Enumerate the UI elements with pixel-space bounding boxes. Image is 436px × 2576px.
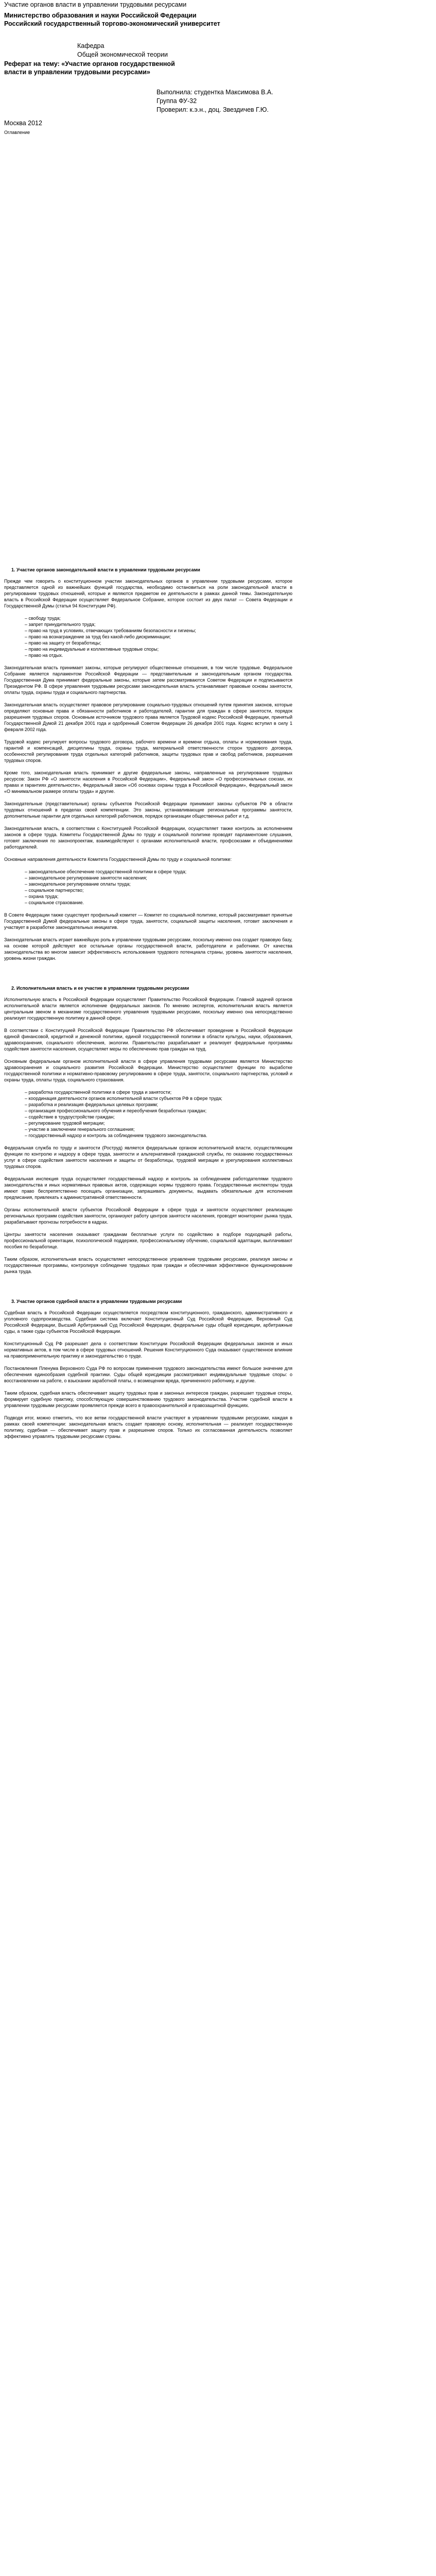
group-line: Группа ФУ-32	[156, 97, 197, 105]
list-item: – право на защиту от безработицы;	[25, 640, 292, 646]
paragraph: Таким образом, судебная власть обеспечивает защиту трудовых прав и законных интересов граждан, разрешает трудовые споры, формирует судебную практику, способствующую совершенствованию трудового законодательства. Участие судебной власти в управлении трудовыми ресурсами проявляется прежде всего в правоохранительной и правозащитной функциях.	[4, 1391, 292, 1408]
ministry-name: Министерство образования и науки Российской Федерации	[4, 12, 197, 19]
paragraph: Таким образом, исполнительная власть осуществляет непосредственное управление трудовыми ресурсами, реализуя законы и государственные программы, контролируя соблюдение трудовых прав граждан и обеспечивая эффективное функционирование рынка труда.	[4, 1257, 292, 1274]
document-header-title: Участие органов власти в управлении трудовыми ресурсами	[4, 1, 187, 8]
checked-by-line: Проверил: к.э.н., доц. Звездичев Г.Ю.	[156, 106, 269, 113]
paragraph: Центры занятости населения оказывают гражданам бесплатные услуги по содействию в подборе подходящей работы, профессиональной ориентации, психологической поддержке, профессиональному обучению, социальной адаптации, выплачивают пособия по безработице.	[4, 1232, 292, 1249]
paragraph: Федеральная инспекция труда осуществляет государственный надзор и контроль за соблюдением работодателями трудового законодательства и иных нормативных правовых актов, содержащих нормы трудового права. Государственные инспекторы труда имеют право беспрепятственно посещать организации, запрашивать документы, выдавать обязательные для исполнения предписания, привлекать к административной ответственности.	[4, 1176, 292, 1200]
list-item: – разработка государственной политики в сфере труда и занятости;	[25, 1089, 292, 1095]
rights-list	[4, 615, 292, 658]
list-item: – социальное партнерство;	[25, 887, 292, 893]
paragraph: Конституционный Суд РФ разрешает дела о соответствии Конституции Российской Федерации федеральных законов и иных нормативных актов, в том числе в сфере трудовых отношений. Решения Конституционного Суда оказывают существенное влияние на правоприменительную практику и законодательство о труде.	[4, 1341, 292, 1359]
paragraph: Постановления Пленума Верховного Суда РФ по вопросам применения трудового законодательства имеют большое значение для обеспечения единообразия судебной практики. Суды общей юрисдикции рассматривают индивидуальные трудовые споры: о восстановлении на работе, о взыскании заработной платы, о возмещении вреда, причиненного работнику, и другие.	[4, 1366, 292, 1383]
paragraph: Законодательные (представительные) органы субъектов Российской Федерации принимают законы субъектов РФ в области трудовых отношений в пределах своей компетенции. Это законы, устанавливающие региональные программы занятости, дополнительные гарантии для отдельных категорий работников, порядок организации общественных работ и т.д.	[4, 801, 292, 819]
list-item: – социальное страхование.	[25, 900, 292, 906]
list-item: – право на труд в условиях, отвечающих требованиям безопасности и гигиены;	[25, 628, 292, 634]
list-item: – право на индивидуальные и коллективные трудовые споры;	[25, 646, 292, 652]
paragraph: Органы исполнительной власти субъектов Российской Федерации в сфере труда и занятости осуществляют реализацию региональных программ содействия занятости, организуют работу центров занятости населения, проводят мониторинг рынка труда, разрабатывают прогнозы потребности в кадрах.	[4, 1207, 292, 1225]
toc-heading: Оглавление	[4, 130, 30, 135]
paragraph: Основные направления деятельности Комитета Государственной Думы по труду и социальной политике:	[4, 857, 232, 862]
list-item: – законодательное обеспечение государственной политики в сфере труда;	[25, 869, 292, 875]
department-label: Кафедра	[77, 42, 104, 49]
paragraph: Прежде чем говорить о конституционном участии законодательных органов в управлении трудовыми ресурсами, которое представляется одной из важнейших функций государства, необходимо остановиться на роли законодательной власти в регулировании трудовых отношений, которые и являются предметом ее деятельности в рамках данной темы. Законодательную власть в Российской Федерации осуществляет Федеральное Собрание, которое состоит из двух палат — Совета Федерации и Государственной Думы (статья 94 Конституции РФ).	[4, 579, 292, 608]
paragraph: В соответствии с Конституцией Российской Федерации Правительство РФ обеспечивает проведение в Российской Федерации единой финансовой, кредитной и денежной политики, единой государственной политики в области культуры, науки, образования, здравоохранения, социального обеспечения, экологии. Правительство разрабатывает и реализует федеральные программы содействия занятости населения, осуществляет меры по обеспечению прав граждан на труд.	[4, 1028, 292, 1052]
list-item: – участие в заключении генерального соглашения;	[25, 1126, 292, 1132]
section-3	[4, 1298, 292, 1439]
ministry-block	[4, 11, 246, 28]
section-heading: 1. Участие органов законодательной власти в управлении трудовыми ресурсами	[11, 567, 200, 572]
paragraph: Законодательная власть осуществляет правовое регулирование социально-трудовых отношений путем принятия законов, которые определяют основные права и обязанности работников и работодателей, гарантии для граждан в сфере занятости, порядок разрешения трудовых споров. Основным источником трудового права является Трудовой кодекс Российской Федерации, принятый Государственной Думой 21 декабря 2001 года и одобренный Советом Федерации 26 декабря 2001 года. Кодекс вступил в силу 1 февраля 2002 года.	[4, 702, 292, 732]
paragraph: В Совете Федерации также существует профильный комитет — Комитет по социальной политике, который рассматривает принятые Государственной Думой федеральные законы в сфере труда, занятости, социальной защиты населения, готовит заключения и участвует в разработке законодательных инициатив.	[4, 912, 292, 930]
paragraph: Основным федеральным органом исполнительной власти в сфере управления трудовыми ресурсами является Министерство здравоохранения и социального развития Российской Федерации. Министерство осуществляет функции по выработке государственной политики и нормативно-правовому регулированию в сфере труда, занятости, социального партнерства, условий и охраны труда, оплаты труда, социального страхования.	[4, 1059, 292, 1082]
document-body	[4, 567, 292, 1446]
ministry-functions-list	[4, 1089, 292, 1139]
list-item: – право на вознаграждение за труд без какой-либо дискриминации;	[25, 634, 292, 640]
list-item: – содействие в трудоустройстве граждан;	[25, 1114, 292, 1120]
committee-list	[4, 869, 292, 906]
list-item: – запрет принудительного труда;	[25, 621, 292, 628]
list-item: – право на отдых.	[25, 652, 292, 658]
list-item: – координация деятельности органов исполнительной власти субъектов РФ в сфере труда;	[25, 1095, 292, 1101]
list-item: – законодательное регулирование занятости населения;	[25, 875, 292, 881]
paragraph: Законодательная власть играет важнейшую роль в управлении трудовыми ресурсами, поскольку именно она создает правовую базу, на основе которой действуют все остальные органы государственной власти, работодатели и работники. От качества законодательства во многом зависит эффективность использования трудового потенциала страны, уровень занятости населения, уровень жизни граждан.	[4, 937, 292, 961]
list-item: – организация профессионального обучения и переобучения безработных граждан;	[25, 1108, 292, 1114]
author-line: Выполнила: студентка Максимова В.А.	[156, 89, 273, 96]
list-item: – законодательное регулирование оплаты труда;	[25, 881, 292, 887]
section-heading: 3. Участие органов судебной власти в управлении трудовыми ресурсами	[11, 1299, 182, 1304]
list-item: – государственный надзор и контроль за соблюдением трудового законодательства.	[25, 1132, 292, 1139]
essay-title: Реферат на тему: «Участие органов государственной власти в управлении трудовыми ресурсами»	[4, 60, 175, 76]
list-item: – свободу труда;	[25, 615, 292, 621]
list-item: – разработка и реализация федеральных целевых программ;	[25, 1101, 292, 1108]
city-year: Москва 2012	[4, 120, 42, 127]
department-name: Общей экономической теории	[77, 51, 168, 58]
list-item: – охрана труда;	[25, 893, 292, 900]
paragraph: Законодательная власть принимает законы, которые регулируют общественные отношения, в том числе трудовые. Федеральное Собрание является парламентом Российской Федерации — представительным и законодательным органом государства. Государственная Дума принимает федеральные законы, которые затем рассматриваются Советом Федерации и подписываются Президентом РФ. В сфере управления трудовыми ресурсами законодательная власть устанавливает правовые основы занятости, оплаты труда, охраны труда и социального партнерства.	[4, 665, 292, 695]
section-2	[4, 985, 292, 1275]
paragraph: Подводя итог, можно отметить, что все ветви государственной власти участвуют в управлении трудовыми ресурсами, каждая в рамках своей компетенции: законодательная власть создает правовую основу, исполнительная — реализует государственную политику, судебная — обеспечивает защиту прав и разрешение споров. Только их согласованная деятельность позволяет эффективно управлять трудовыми ресурсами страны.	[4, 1415, 292, 1439]
paragraph: Федеральная служба по труду и занятости (Роструд) является федеральным органом исполнительной власти, осуществляющим функции по контролю и надзору в сфере труда, занятости и альтернативной гражданской службы, по оказанию государственных услуг в сфере содействия занятости населения и защиты от безработицы, трудовой миграции и урегулирования коллективных трудовых споров.	[4, 1145, 292, 1169]
paragraph: Судебная власть в Российской Федерации осуществляется посредством конституционного, гражданского, административного и уголовного судопроизводства. Судебная система включает Конституционный Суд Российской Федерации, Верховный Суд Российской Федерации, Высший Арбитражный Суд Российской Федерации, федеральные суды общей юрисдикции, арбитражные суды, а также суды субъектов Российской Федерации.	[4, 1310, 292, 1334]
university-name: Российский государственный торгово-экономический университет	[4, 20, 220, 27]
list-item: – регулирование трудовой миграции;	[25, 1120, 292, 1126]
paragraph: Трудовой кодекс регулирует вопросы трудового договора, рабочего времени и времени отдыха, оплаты и нормирования труда, гарантий и компенсаций, дисциплины труда, охраны труда, материальной ответственности сторон трудового договора, особенностей регулирования труда отдельных категорий работников, защиты трудовых прав и свобод работников, разрешения трудовых споров.	[4, 739, 292, 763]
paragraph: Кроме того, законодательная власть принимает и другие федеральные законы, направленные на регулирование трудовых ресурсов: Закон РФ «О занятости населения в Российской Федерации», Федеральный закон «О профессиональных союзах, их правах и гарантиях деятельности», Федеральный закон «Об основах охраны труда в Российской Федерации», Федеральный закон «О минимальном размере оплаты труда» и другие.	[4, 770, 292, 794]
paragraph: Законодательная власть, в соответствии с Конституцией Российской Федерации, осуществляет также контроль за исполнением законов в сфере труда. Комитеты Государственной Думы по труду и социальной политике проводят парламентские слушания, готовят заключения по законопроектам, взаимодействуют с органами исполнительной власти, профсоюзами и объединениями работодателей.	[4, 826, 292, 850]
section-heading: 2. Исполнительная власть и ее участие в управлении трудовыми ресурсами	[11, 986, 189, 991]
section-1	[4, 567, 292, 961]
paragraph: Исполнительную власть в Российской Федерации осуществляет Правительство Российской Федерации. Главной задачей органов исполнительной власти является исполнение федеральных законов. По мнению экспертов, исполнительная власть является центральным звеном в механизме государственного управления трудовыми ресурсами, поскольку именно она непосредственно реализует государственную политику в данной сфере.	[4, 997, 292, 1021]
